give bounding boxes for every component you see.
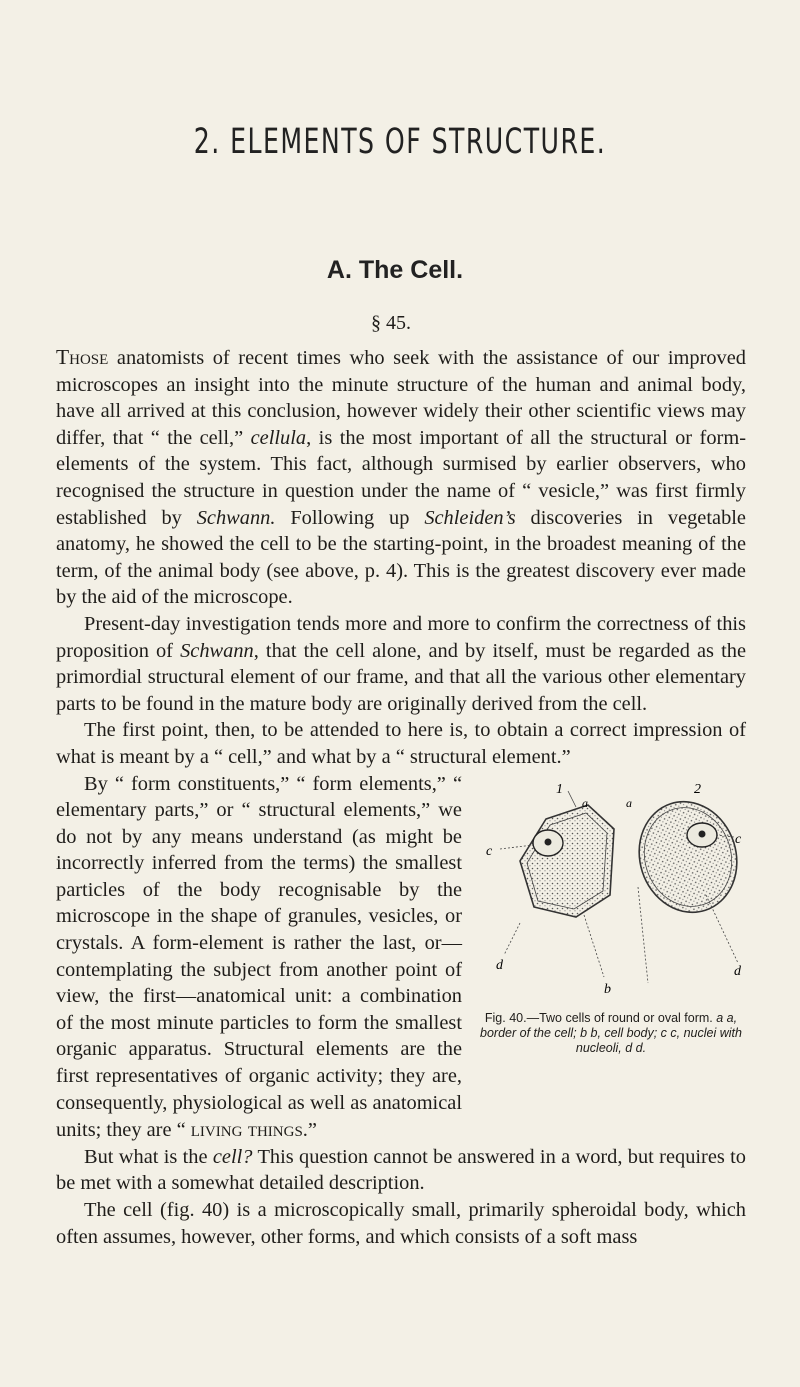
caption-lead: Fig. 40.—Two cells of round or oval form. xyxy=(484,1010,713,1025)
paragraph-text: , that the cell alone, and by itself, must be regarded as the primordial structural element of our frame, and that all the various other elementary parts to be found in the mature body are originally derived from the cell. xyxy=(56,639,746,715)
italic-term: cell? xyxy=(212,1145,253,1168)
paragraph-number: § 45. xyxy=(371,312,411,334)
section-heading: A. The Cell. xyxy=(326,256,464,284)
cell-2 xyxy=(625,788,746,982)
paragraph-text: This question cannot be answered in a word, but requires to be met with a somewhat detailed description. xyxy=(56,1145,746,1195)
paragraph-text: Following up xyxy=(275,506,425,529)
paragraph-text: .” xyxy=(302,1119,317,1142)
figure-label-2: 2 xyxy=(694,781,701,797)
figure-label-c-left: c xyxy=(486,843,493,859)
chapter-heading: 2. ELEMENTS OF STRUCTURE. xyxy=(193,122,607,162)
figure-label-a2: a xyxy=(626,795,632,810)
small-caps-term: living things xyxy=(190,1117,303,1142)
caption-body: a a, border of the cell; b b, cell body; c c, nuclei with nucleoli, d d. xyxy=(480,1010,742,1055)
paragraph-text: anatomists of recent times who seek with the assistance of our improved microscopes an insight into the minute structure of the human and animal body, have all arrived at this conclusion, however widely their other scientific views may differ, that “ the cell,” xyxy=(56,347,746,449)
italic-term: Schleiden’s xyxy=(424,506,516,529)
paragraph-text: By “ form constituents,” “ form elements,” “ elementary parts,” or “ structural elements,” we do not by any means understand (as might be incorrectly inferred from the terms) the smallest particles of the body recognisable by the microscope in the shape of granules, vesicles, or crystals. A form-element is rather the last, or—contemplating the subject from another point of view, the first—anatomical unit: a combination of the most minute particles to form the smallest organic apparatus. Structural elements are the first representatives of organic activity; they are, consequently, physiological as well as anatomical units; they are “ xyxy=(56,772,462,1142)
paragraph-5 xyxy=(56,1144,746,1197)
paragraph-2 xyxy=(56,611,746,717)
paragraph-4 xyxy=(56,771,746,1144)
italic-term: Schwann xyxy=(180,639,254,662)
body-text xyxy=(56,344,746,1250)
cell-1 xyxy=(500,791,614,977)
italic-term: cellula xyxy=(250,426,307,449)
paragraph-text: , is the most important of all the structural or form-elements of the system. This fact, although surmised by earlier observers, who recognised the structure in question under the name of “ vesicle,” was first firmly established by xyxy=(56,426,746,529)
figure-label-d-left: d xyxy=(496,957,503,973)
italic-term: Schwann. xyxy=(196,506,276,529)
lead-word: Those xyxy=(56,345,109,369)
paragraph-text: But what is the xyxy=(84,1145,213,1168)
paragraph-text: Present-day investigation tends more and more to confirm the correctness of this proposition of xyxy=(56,612,746,662)
figure-label-1: 1 xyxy=(556,781,563,797)
figure-caption xyxy=(476,1011,746,1056)
cell-illustration xyxy=(476,777,746,1007)
paragraph-text: The cell (fig. 40) is a microscopically small, primarily spheroidal body, which often assumes, however, other forms, and which consists of a soft mass xyxy=(56,1199,746,1248)
paragraph-6 xyxy=(56,1197,746,1250)
figure-label-a: a xyxy=(582,795,588,810)
paragraph-text: discoveries in vegetable anatomy, he showed the cell to be the starting-point, in the broadest meaning of the term, of the animal body (see above, p. 4). This is the greatest discovery ever made by the aid of the microscope. xyxy=(56,506,746,609)
paragraph-1 xyxy=(56,344,746,611)
paragraph-3 xyxy=(56,717,746,770)
figure-label-c-right: c xyxy=(735,831,742,847)
paragraph-text: The first point, then, to be attended to here is, to obtain a correct impression of what is meant by a “ cell,” and what by a “ structural element.” xyxy=(56,719,746,768)
figure-label-b: b xyxy=(604,981,611,997)
figure-40 xyxy=(476,777,746,1095)
figure-label-d-right: d xyxy=(734,963,741,979)
